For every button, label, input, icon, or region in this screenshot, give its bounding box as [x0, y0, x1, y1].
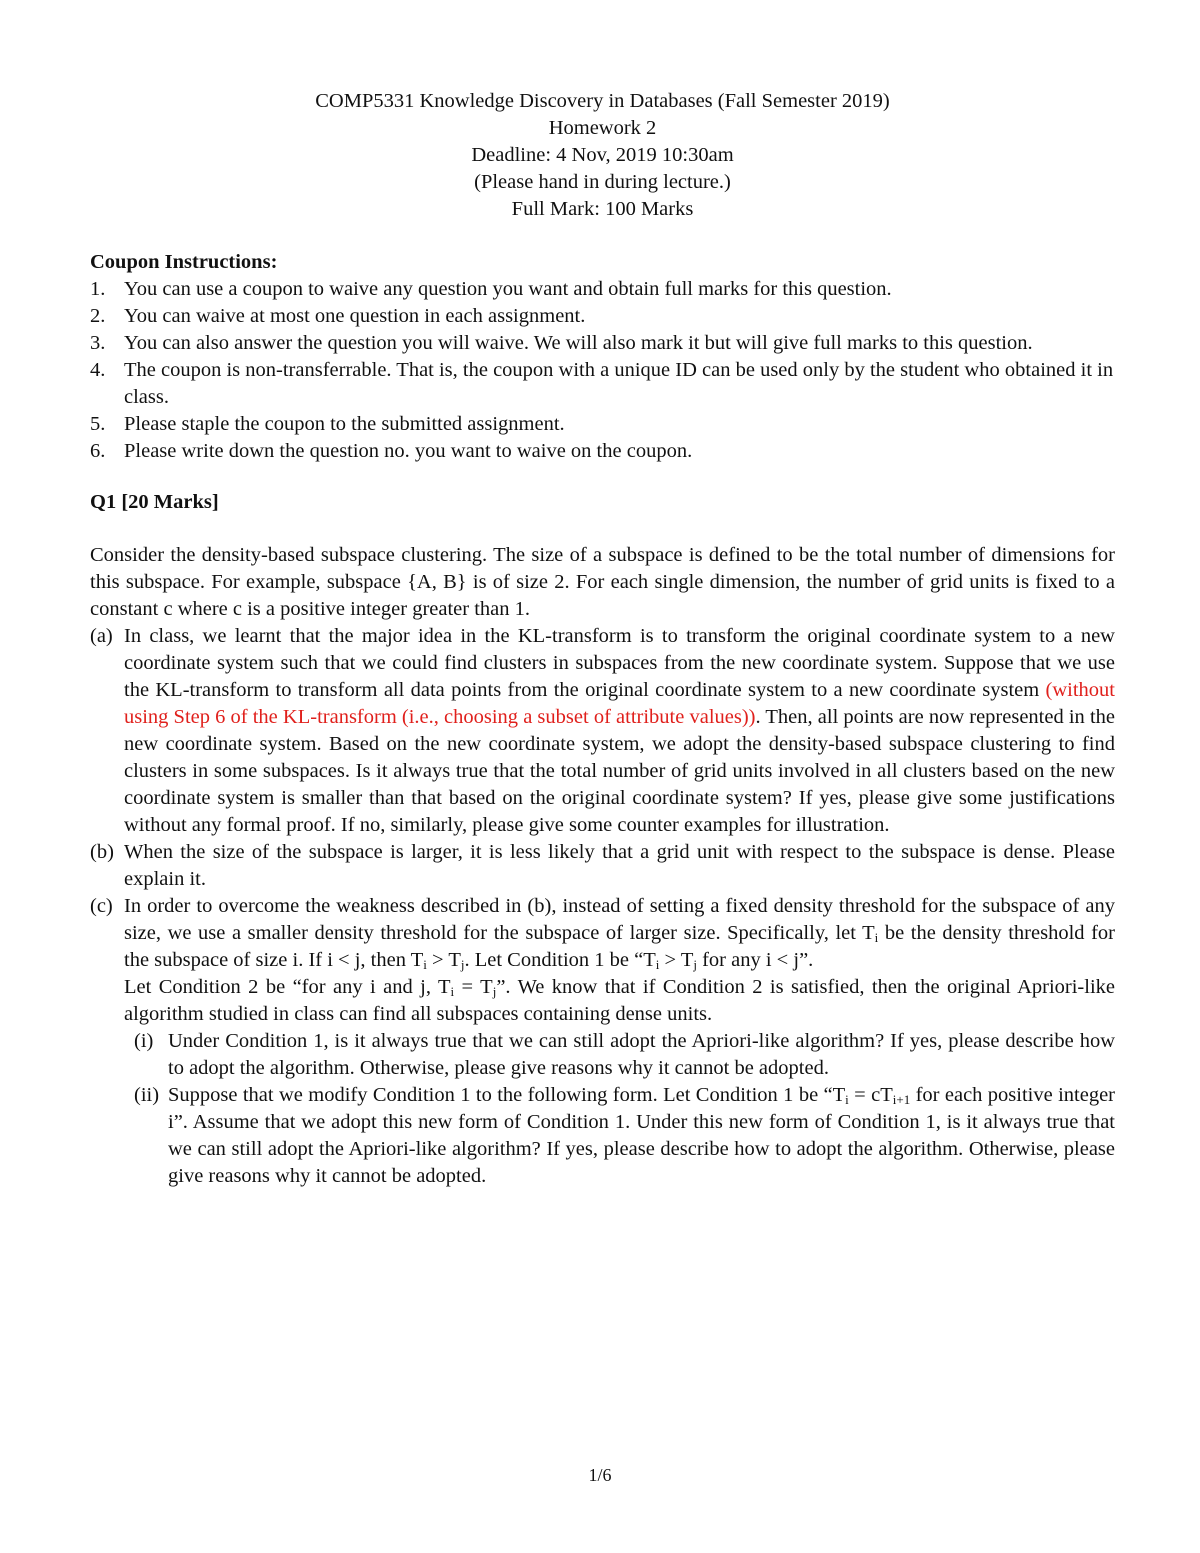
part-c-ii-text	[168, 1084, 1115, 1187]
list-number: 2.	[90, 305, 106, 327]
subscript: i	[845, 1092, 849, 1107]
part-a	[90, 623, 1115, 839]
list-item	[90, 276, 1115, 303]
text-run: for each positive integer i”. Assume that we adopt this new form of Condition 1. Under this new form of Condition 1, is it always true that we can still adopt the Apriori-like algorithm? If yes, please describe how to adopt the algorithm. Otherwise, please give reasons why it cannot be adopted.	[168, 1084, 1116, 1187]
subscript: i	[655, 957, 660, 972]
subscript: i	[450, 984, 455, 999]
list-text: Please staple the coupon to the submitted assignment.	[124, 413, 565, 435]
part-c-ii	[90, 1082, 1115, 1190]
list-item	[90, 303, 1115, 330]
subscript: j	[492, 984, 497, 999]
subscript: i	[874, 930, 879, 945]
spacer	[90, 223, 1115, 249]
text-run: . Let Condition 1 be “T	[464, 949, 656, 971]
text-run: Let Condition 2 be “for any i and j, T	[124, 976, 451, 998]
list-item	[90, 357, 1115, 411]
list-text: You can also answer the question you will waive. We will also mark it but will give full marks to this question.	[124, 332, 1033, 354]
spacer	[90, 516, 1115, 542]
document-header	[90, 88, 1115, 223]
part-label: (b)	[90, 841, 114, 863]
part-a-text: In class, we learnt that the major idea in the KL-transform is to transform the original coordinate system to a new coordinate system such that we could find clusters in subspaces from the new coordinate system. Suppose that we use the KL-transform to transform all data points from the original coordinate system to a new coordinate system	[124, 625, 1115, 701]
list-number: 3.	[90, 332, 106, 354]
subscript: j	[460, 957, 465, 972]
full-mark: Full Mark: 100 Marks	[511, 198, 694, 220]
text-run: In order to overcome the weakness described in (b), instead of setting a fixed density threshold for the subspace of any size, we use a smaller density threshold for the subspace of larger size. Specifically, let T	[124, 895, 1115, 944]
text-run: > T	[659, 949, 694, 971]
question-title: Q1 [20 Marks]	[90, 491, 219, 513]
course-title: COMP5331 Knowledge Discovery in Databases (Fall Semester 2019)	[315, 90, 890, 112]
text-run: for any i < j”.	[696, 949, 814, 971]
part-label: (c)	[90, 895, 113, 917]
text-run: Suppose that we modify Condition 1 to the following form. Let Condition 1 be “T	[168, 1084, 846, 1106]
part-a-text-continued: . Then, all points are now represented in the new coordinate system. Based on the new coordinate system, we adopt the density-based subspace clustering to find clusters in some subspaces. Is it always true that the total number of grid units involved in all clusters based on the new coordinate system is smaller than that based on the original coordinate system? If yes, please give some justifications without any formal proof. If no, similarly, please give some counter examples for illustration.	[124, 706, 1115, 836]
list-text: The coupon is non-transferrable. That is, the coupon with a unique ID can be used only by the student who obtained it in class.	[124, 359, 1114, 408]
coupon-instructions-title: Coupon Instructions:	[90, 251, 278, 273]
list-text: You can use a coupon to waive any question you want and obtain full marks for this question.	[124, 278, 892, 300]
list-item	[90, 330, 1115, 357]
deadline: Deadline: 4 Nov, 2019 10:30am	[471, 144, 734, 166]
list-number: 1.	[90, 278, 106, 300]
text-run: ”. We know that if Condition 2 is satisfied, then the original Apriori-like algorithm studied in class can find all subspaces containing dense units.	[124, 976, 1115, 1025]
subscript: i+1	[892, 1092, 911, 1107]
part-c-condition-2	[124, 974, 1115, 1028]
subscript: i	[423, 957, 427, 972]
coupon-instructions-list	[90, 276, 1115, 465]
part-c-i	[90, 1028, 1115, 1082]
list-number: 6.	[90, 440, 106, 462]
list-item	[90, 438, 1115, 465]
subscript: j	[693, 957, 697, 972]
text-run: > T	[426, 949, 461, 971]
list-item	[90, 411, 1115, 438]
part-b	[90, 839, 1115, 893]
part-c	[90, 893, 1115, 1028]
part-c-i-text: Under Condition 1, is it always true that we can still adopt the Apriori-like algorithm? If yes, please describe how to adopt the algorithm. Otherwise, please give reasons why it cannot be adopted.	[168, 1030, 1115, 1079]
part-a-highlight: (without using Step 6 of the KL-transform (i.e., choosing a subset of attribute values))	[124, 679, 1115, 728]
list-number: 4.	[90, 359, 106, 381]
list-text: Please write down the question no. you want to waive on the coupon.	[124, 440, 693, 462]
page-number: 1/6	[588, 1465, 612, 1485]
subpart-label: (i)	[134, 1030, 154, 1052]
text-run: = T	[454, 976, 493, 998]
list-text: You can waive at most one question in each assignment.	[124, 305, 586, 327]
text-run: = cT	[848, 1084, 893, 1106]
list-number: 5.	[90, 413, 106, 435]
part-label: (a)	[90, 625, 113, 647]
part-c-text	[124, 895, 1115, 971]
question-intro: Consider the density-based subspace clustering. The size of a subspace is defined to be the total number of dimensions for this subspace. For example, subspace {A, B} is of size 2. For each single dimension, the number of grid units is fixed to a constant c where c is a positive integer greater than 1.	[90, 544, 1115, 620]
part-b-text: When the size of the subspace is larger, it is less likely that a grid unit with respect to the subspace is dense. Please explain it.	[124, 841, 1115, 890]
homework-title: Homework 2	[548, 117, 657, 139]
text-run: be the density threshold for the subspace of size i. If i < j, then T	[124, 922, 1116, 971]
subpart-label: (ii)	[134, 1084, 160, 1106]
document-page	[90, 88, 1115, 1190]
hand-in-note: (Please hand in during lecture.)	[474, 171, 731, 193]
